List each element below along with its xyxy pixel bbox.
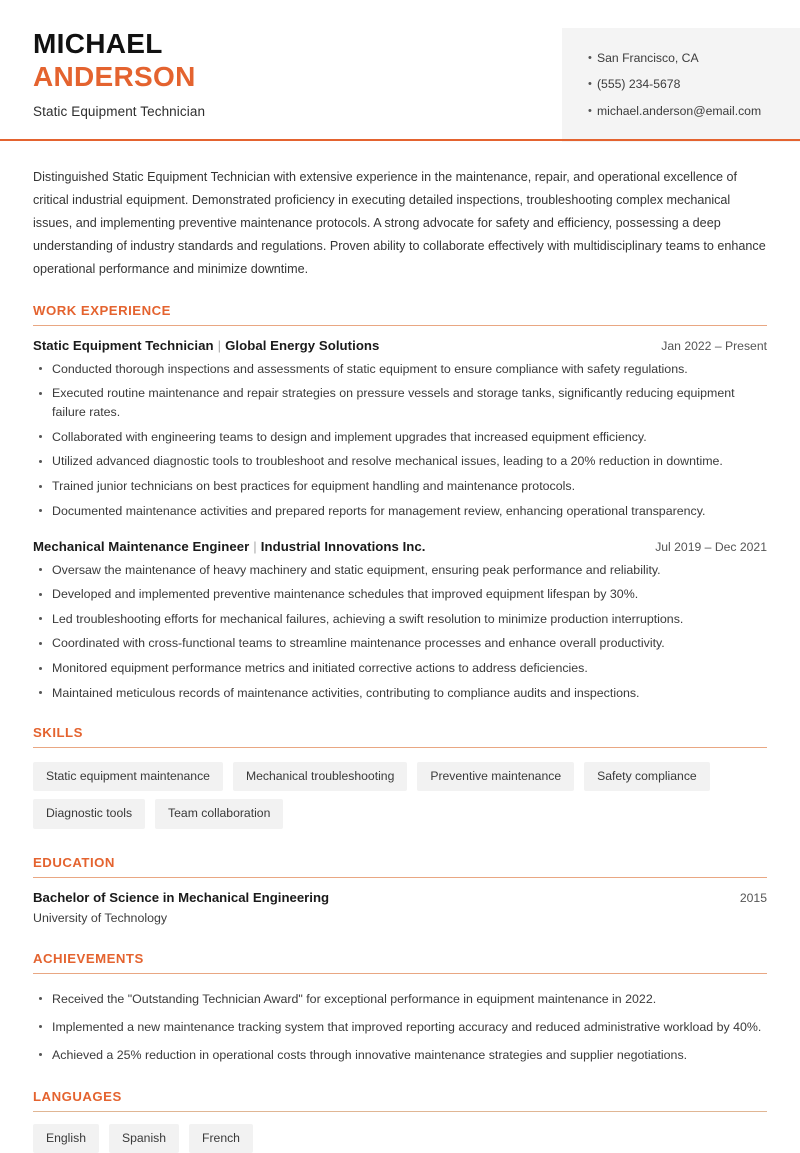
language-chip: French — [189, 1124, 253, 1153]
education-school: University of Technology — [33, 910, 168, 925]
bullet-icon: • — [588, 104, 592, 117]
section-title-achievements: ACHIEVEMENTS — [33, 950, 144, 966]
professional-summary: Distinguished Static Equipment Technician with extensive experience in the maintenance, repair, and operational excellence of critical industrial equipment. Demonstrated proficiency in executing detailed inspections, troubleshooting complex mechanical issues, and implementing preventive maintenance protocols. A strong advocate for safety and efficiency, possessing a deep understanding of industry standards and regulations. Proven ability to collaborate effectively with multidisciplinary teams to enhance operational performance and minimize downtime. — [33, 170, 766, 276]
list-item: Achieved a 25% reduction in operational costs through innovative maintenance strategies and supplier negotiations. — [33, 1046, 767, 1065]
last-name: ANDERSON — [33, 60, 196, 92]
list-item: Coordinated with cross-functional teams to streamline maintenance processes and enhance overall productivity. — [33, 634, 767, 653]
contact-phone-text: (555) 234-5678 — [597, 77, 681, 92]
education-entry — [33, 890, 767, 925]
list-item: Executed routine maintenance and repair strategies on pressure vessels and storage tanks, significantly reducing equipment failure rates. — [33, 384, 767, 422]
section-divider — [33, 747, 767, 748]
experience-title-line — [33, 539, 426, 554]
section-divider — [33, 877, 767, 878]
bullet-icon: • — [588, 51, 592, 64]
list-item: Collaborated with engineering teams to design and implement upgrades that increased equipment efficiency. — [33, 428, 767, 447]
section-divider — [33, 325, 767, 326]
education-year: 2015 — [739, 890, 767, 905]
skills-chip-list — [33, 762, 767, 829]
contact-email-text: michael.anderson@email.com — [597, 103, 762, 118]
title-separator: | — [253, 538, 257, 554]
section-achievements — [33, 951, 767, 1065]
list-item: Oversaw the maintenance of heavy machinery and static equipment, ensuring peak performance and reliability. — [33, 561, 767, 580]
resume-header — [0, 0, 800, 140]
list-item: Led troubleshooting efforts for mechanical failures, achieving a swift resolution to minimize production interruptions. — [33, 610, 767, 629]
title-separator: | — [217, 337, 222, 353]
skill-chip: Preventive maintenance — [417, 762, 574, 791]
skill-chip: Diagnostic tools — [33, 799, 145, 828]
list-item: Received the "Outstanding Technician Award" for exceptional performance in equipment maintenance in 2022. — [33, 990, 767, 1009]
section-education — [33, 855, 767, 925]
section-title-work-experience: WORK EXPERIENCE — [33, 302, 171, 318]
experience-company: Industrial Innovations Inc. — [260, 538, 426, 554]
list-item: Documented maintenance activities and prepared reports for management review, enhancing operational transparency. — [33, 502, 767, 521]
skill-chip: Mechanical troubleshooting — [233, 762, 407, 791]
contact-panel — [562, 28, 800, 142]
experience-role: Static Equipment Technician — [33, 337, 214, 353]
list-item: Maintained meticulous records of maintenance activities, contributing to compliance audits and inspections. — [33, 684, 767, 703]
experience-entry — [33, 539, 767, 703]
experience-bullets — [33, 561, 767, 703]
education-degree: Bachelor of Science in Mechanical Engineering — [33, 889, 330, 905]
contact-item-email[interactable] — [588, 98, 780, 125]
first-name: MICHAEL — [33, 28, 163, 59]
section-divider — [33, 973, 767, 974]
list-item: Trained junior technicians on best practices for equipment handling and maintenance protocols. — [33, 477, 767, 496]
skill-chip: Safety compliance — [584, 762, 710, 791]
experience-company: Global Energy Solutions — [225, 337, 380, 353]
skill-chip: Static equipment maintenance — [33, 762, 223, 791]
achievements-bullets — [33, 990, 767, 1065]
experience-bullets — [33, 360, 767, 521]
experience-date: Jul 2019 – Dec 2021 — [655, 539, 767, 554]
list-item: Developed and implemented preventive maintenance schedules that improved equipment lifespan by 30%. — [33, 585, 767, 604]
skill-chip: Team collaboration — [155, 799, 283, 828]
experience-title-line — [33, 338, 379, 353]
language-chip: English — [33, 1124, 99, 1153]
header-identity-block — [0, 24, 205, 119]
section-languages — [33, 1089, 767, 1153]
resume-content — [0, 166, 800, 1153]
bullet-icon: • — [588, 78, 592, 91]
list-item: Utilized advanced diagnostic tools to troubleshoot and resolve mechanical issues, leading to a 20% reduction in downtime. — [33, 452, 767, 471]
experience-date: Jan 2022 – Present — [661, 338, 767, 353]
experience-entry — [33, 338, 767, 521]
section-skills — [33, 725, 767, 829]
section-divider — [33, 1111, 767, 1112]
section-title-education: EDUCATION — [33, 854, 115, 870]
section-title-skills: SKILLS — [33, 724, 83, 740]
experience-entry-header — [33, 539, 767, 554]
contact-location-text: San Francisco, CA — [597, 50, 699, 65]
list-item: Implemented a new maintenance tracking system that improved reporting accuracy and reduced administrative workload by 40%. — [33, 1018, 767, 1037]
languages-chip-list — [33, 1124, 767, 1153]
section-work-experience — [33, 303, 767, 703]
section-title-languages: LANGUAGES — [33, 1088, 122, 1104]
page-title: Static Equipment Technician — [33, 103, 206, 119]
contact-item-location — [588, 45, 780, 72]
list-item: Conducted thorough inspections and assessments of static equipment to ensure compliance with safety regulations. — [33, 360, 767, 379]
list-item: Monitored equipment performance metrics and initiated corrective actions to address deficiencies. — [33, 659, 767, 678]
education-entry-header — [33, 890, 767, 905]
header-divider — [0, 139, 800, 141]
language-chip: Spanish — [109, 1124, 179, 1153]
contact-item-phone[interactable] — [588, 72, 780, 99]
experience-role: Mechanical Maintenance Engineer — [33, 538, 250, 554]
experience-entry-header — [33, 338, 767, 353]
